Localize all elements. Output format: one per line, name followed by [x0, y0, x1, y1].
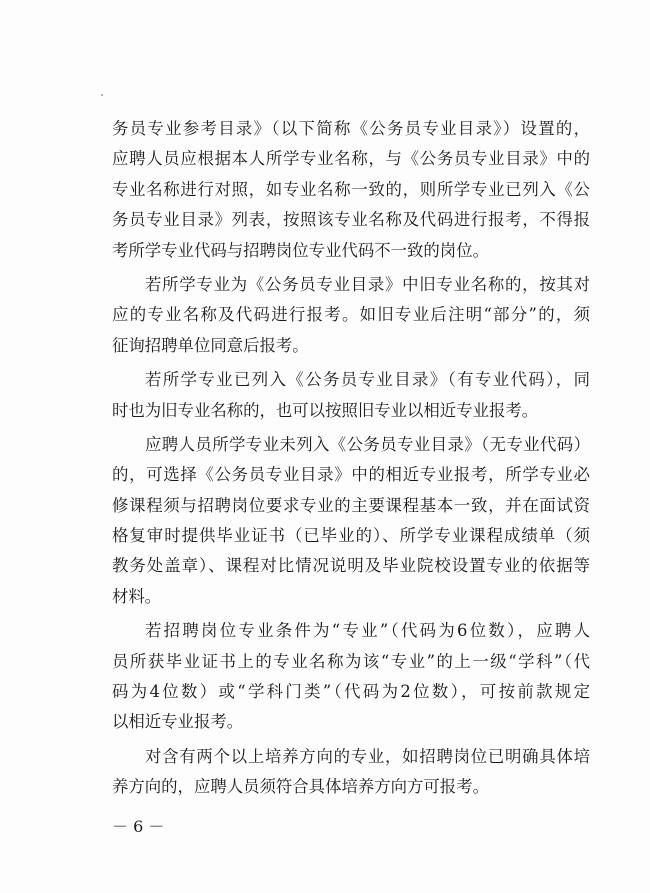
text-line: 对含有两个以上培养方向的专业，如招聘岗位已明确具体培 — [145, 746, 590, 766]
text-line: 材料。 — [112, 586, 162, 606]
paragraph-2 — [112, 270, 590, 361]
page-number: － 6 － — [112, 817, 165, 836]
text-line: 教务处盖章）、课程对比情况说明及毕业院校设置专业的依据等 — [112, 556, 590, 576]
scan-speck — [101, 94, 103, 96]
text-line: 若招聘岗位专业条件为“专业”（代码为6位数），应聘人 — [145, 621, 590, 641]
text-line: 若所学专业已列入《公务员专业目录》（有专业代码），同 — [145, 370, 590, 390]
text-line: 员所获毕业证书上的专业名称为该“专业”的上一级“学科”（代 — [112, 651, 590, 671]
text-line: 征询招聘单位同意后报考。 — [112, 335, 309, 355]
text-line: 应聘人员应根据本人所学专业名称，与《公务员专业目录》中的 — [112, 149, 590, 169]
text-line: 若所学专业为《公务员专业目录》中旧专业名称的，按其对 — [145, 274, 590, 294]
text-line: 格复审时提供毕业证书（已毕业的）、所学专业课程成绩单（须 — [112, 526, 590, 546]
text-line: 以相近专业报考。 — [112, 712, 244, 732]
text-line: 应的专业名称及代码进行报考。如旧专业后注明“部分”的，须 — [112, 305, 590, 325]
paragraph-4 — [112, 430, 590, 612]
text-line: 应聘人员所学专业未列入《公务员专业目录》（无专业代码） — [145, 434, 590, 454]
text-line: 考所学专业代码与招聘岗位专业代码不一致的岗位。 — [112, 240, 489, 260]
text-line: 修课程须与招聘岗位要求专业的主要课程基本一致，并在面试资 — [112, 495, 590, 515]
paragraph-6 — [112, 742, 590, 803]
text-line: 务员专业目录》列表，按照该专业名称及代码进行报考，不得报 — [112, 210, 590, 230]
paragraph-5 — [112, 616, 590, 738]
document-body — [112, 114, 590, 807]
paragraph-3 — [112, 365, 590, 426]
text-line: 专业名称进行对照，如专业名称一致的，则所学专业已列入《公 — [112, 179, 590, 199]
paragraph-1 — [112, 114, 590, 266]
text-line: 的，可选择《公务员专业目录》中的相近专业报考，所学专业必 — [112, 465, 590, 485]
text-line: 码为4位数）或“学科门类”（代码为2位数），可按前款规定 — [112, 682, 590, 702]
text-line: 务员专业参考目录》（以下简称《公务员专业目录》）设置的， — [112, 119, 590, 138]
text-line: 时也为旧专业名称的，也可以按照旧专业以相近专业报考。 — [112, 400, 539, 420]
text-line: 养方向的，应聘人员须符合具体培养方向方可报考。 — [112, 777, 489, 797]
